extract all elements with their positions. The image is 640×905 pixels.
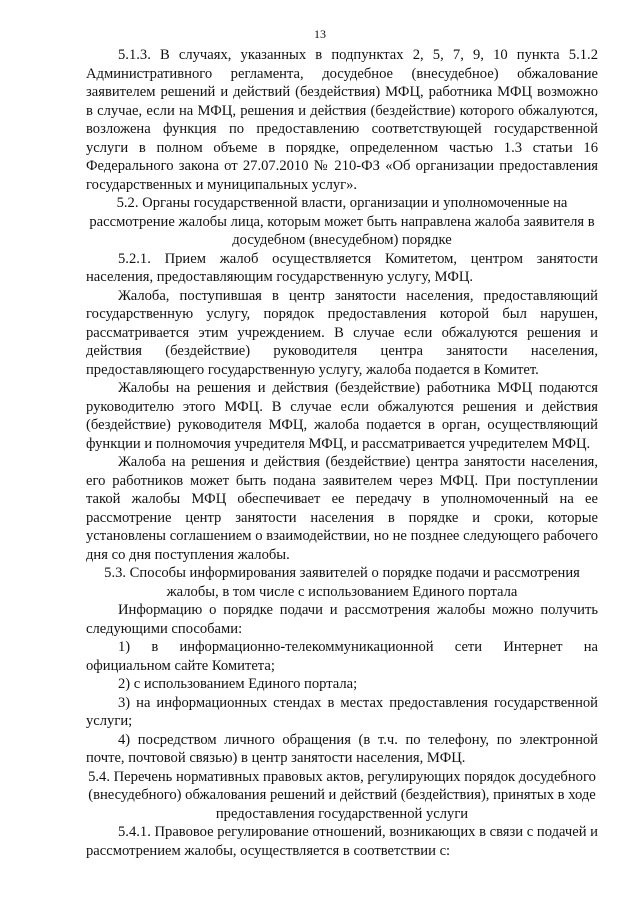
paragraph-complaint-employment-center: Жалоба, поступившая в центр занятости населения, предоставляющий государственную услугу, порядок предоставления которой был нарушен, рассматривается этим учреждением. В случае если обжалуются решения и действия (бездействие) руководителя центра занятости населения, предоставляющего государственную услугу, жалоба подается в Комитет. [86, 287, 598, 378]
list-item-personal: 4) посредством личного обращения (в т.ч. по телефону, по электронной почте, почтовой связью) в центр занятости населения, МФЦ. [86, 731, 598, 766]
paragraph-5-2-1: 5.2.1. Прием жалоб осуществляется Комитетом, центром занятости населения, предоставляющим государственную услугу, МФЦ. [86, 250, 598, 285]
paragraph-5-1-3: 5.1.3. В случаях, указанных в подпунктах 2, 5, 7, 9, 10 пункта 5.1.2 Административного регламента, досудебное (внесудебное) обжалование заявителем решений и действий (бездействия) МФЦ, работника МФЦ возможно в случае, если на МФЦ, решения и действия (бездействие) которого обжалуются, возложена функция по предоставлению соответствующей государственной услуги в полном объеме в порядке, определенном частью 1.3 статьи 16 Федерального закона от 27.07.2010 № 210-ФЗ «Об организации предоставления государственных и муниципальных услуг». [86, 47, 598, 193]
document-body [86, 46, 598, 860]
page-number: 13 [314, 27, 326, 41]
section-heading-5-2: 5.2. Органы государственной власти, организации и уполномоченные на рассмотрение жалобы лица, которым может быть направлена жалоба заявителя в досудебном (внесудебном) порядке [89, 195, 595, 248]
section-heading-5-4: 5.4. Перечень нормативных правовых актов, регулирующих порядок досудебного (внесудебного) обжалования решений и действий (бездействия), принятых в ходе предоставления государственной услуги [88, 768, 596, 822]
paragraph-complaint-mfc: Жалобы на решения и действия (бездействие) работника МФЦ подаются руководителю этого МФЦ. В случае если обжалуются решения и действия (бездействие) руководителя МФЦ, жалоба подается в орган, осуществляющий функции и полномочия учредителя МФЦ, и рассматривается учредителем МФЦ. [86, 380, 598, 452]
list-item-stands: 3) на информационных стендах в местах предоставления государственной услуги; [86, 694, 598, 729]
paragraph-5-4-1: 5.4.1. Правовое регулирование отношений, возникающих в связи с подачей и рассмотрением жалобы, осуществляется в соответствии с: [86, 824, 598, 859]
paragraph-complaint-via-mfc: Жалоба на решения и действия (бездействие) центра занятости населения, его работников может быть подана заявителем через МФЦ. При поступлении такой жалобы МФЦ обеспечивает ее передачу в уполномоченный на ее рассмотрение центр занятости населения в порядке и сроки, которые установлены соглашением о взаимодействии, но не позднее следующего рабочего дня со дня поступления жалобы. [86, 454, 598, 563]
list-item-portal: 2) с использованием Единого портала; [118, 676, 358, 692]
section-heading-5-3: 5.3. Способы информирования заявителей о порядке подачи и рассмотрения жалобы, в том числе с использованием Единого портала [104, 565, 580, 600]
paragraph-info-methods: Информацию о порядке подачи и рассмотрения жалобы можно получить следующими способами: [86, 602, 598, 637]
list-item-internet: 1) в информационно-телекоммуникационной сети Интернет на официальном сайте Комитета; [86, 639, 598, 674]
